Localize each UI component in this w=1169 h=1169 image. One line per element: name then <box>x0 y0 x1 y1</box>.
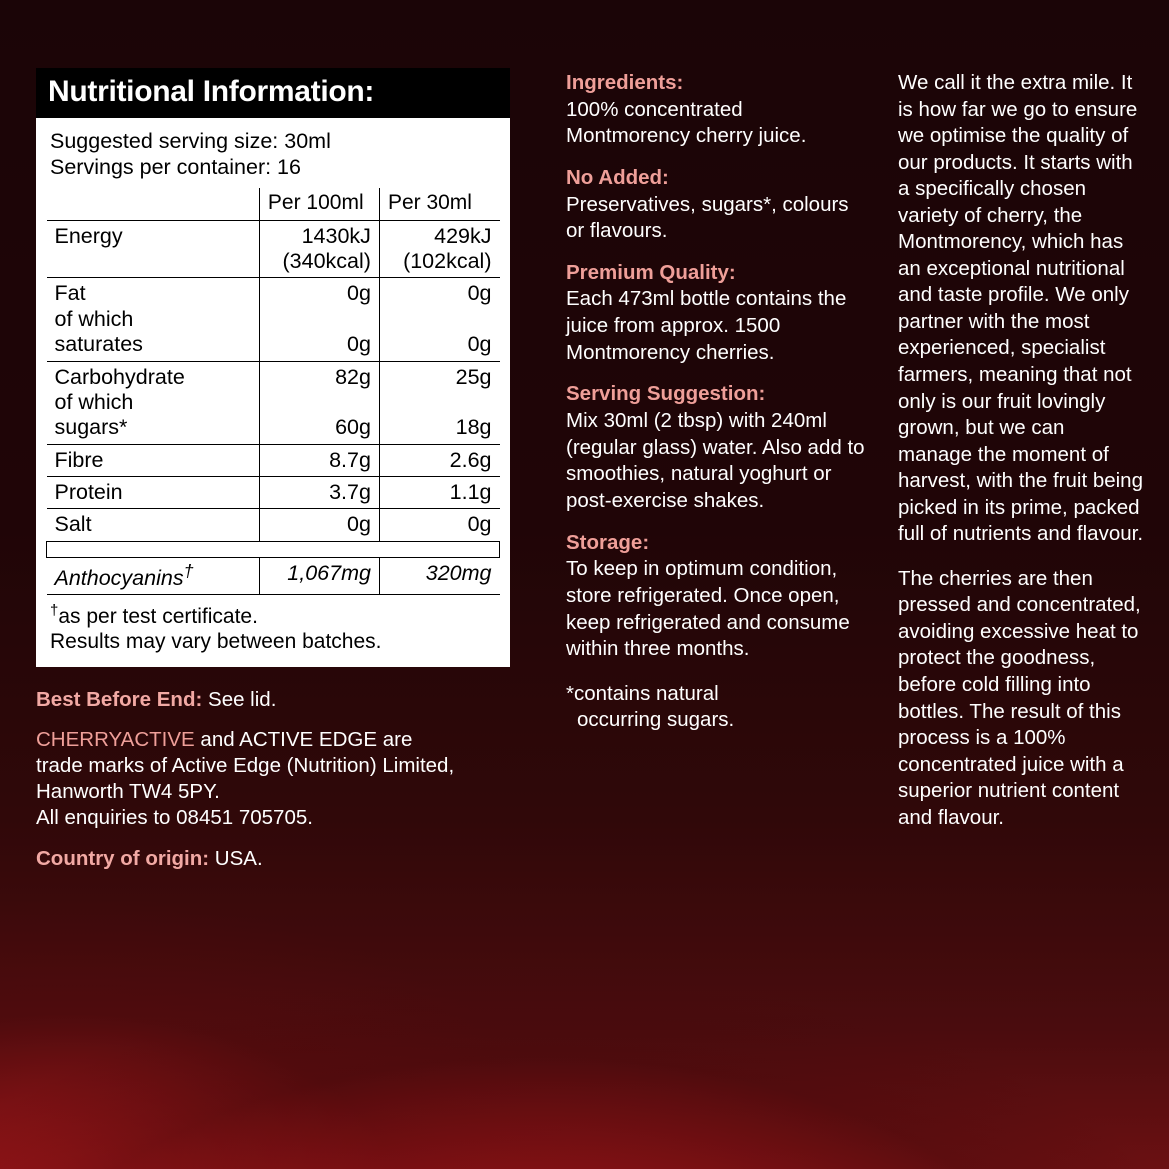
row-label-anthocyanins <box>47 557 260 595</box>
serving-suggestion-body: Mix 30ml (2 tbsp) with 240ml (regular glass) water. Also add to smoothies, natural yoghurt or post-exercise shakes. <box>566 409 865 512</box>
footnote-line-1 <box>50 602 496 629</box>
trademark-rest: and ACTIVE EDGE are <box>194 727 413 751</box>
serving-suggestion-block <box>566 381 866 514</box>
header-blank <box>47 188 260 220</box>
carb-per-30ml-value: 25g <box>455 364 492 389</box>
table-row <box>47 509 500 541</box>
table-header-row <box>47 188 500 220</box>
fat-ofwhich-label: of which <box>54 306 134 331</box>
left-column <box>36 40 534 1149</box>
carb-per-100ml-value: 82g <box>335 364 371 389</box>
row-label-protein: Protein <box>47 476 260 508</box>
serving-size: Suggested serving size: 30ml <box>50 128 331 153</box>
fat-per-100ml <box>259 278 379 361</box>
fat-per-100ml-value: 0g <box>347 281 371 306</box>
carb-ofwhich-label: of which <box>54 389 134 414</box>
anthocyanins-per-30ml: 320mg <box>379 557 499 595</box>
sugars-per-100ml-value: 60g <box>335 415 371 440</box>
nutrition-title: Nutritional Information: <box>36 68 510 118</box>
ingredients-heading: Ingredients: <box>566 71 684 94</box>
header-per-100ml: Per 100ml <box>259 188 379 220</box>
fibre-per-100ml: 8.7g <box>259 444 379 476</box>
no-added-block <box>566 165 866 245</box>
fat-per-30ml-value: 0g <box>467 281 492 306</box>
sugar-note-line-1: *contains natural <box>566 681 719 705</box>
table-row <box>47 278 500 361</box>
serving-info <box>46 126 500 188</box>
footnote-text-1: as per test certificate. <box>58 605 258 629</box>
best-before-label: Best Before End: <box>36 687 203 711</box>
ingredients-block <box>566 70 866 150</box>
best-before-value: See lid. <box>208 687 277 711</box>
right-column <box>866 40 1143 1149</box>
anthocyanins-per-100ml: 1,067mg <box>259 557 379 595</box>
energy-per-100ml-kj: 1430kJ <box>301 223 371 248</box>
energy-per-30ml <box>379 220 499 278</box>
protein-per-100ml: 3.7g <box>259 476 379 508</box>
table-row-anthocyanins <box>47 557 500 595</box>
row-label-energy: Energy <box>47 220 260 278</box>
no-added-body: Preservatives, sugars*, colours or flavours. <box>566 192 849 243</box>
table-row <box>47 444 500 476</box>
premium-quality-heading: Premium Quality: <box>566 260 736 284</box>
nutrition-panel <box>36 68 510 667</box>
origin-line <box>36 846 534 872</box>
no-added-heading: No Added: <box>566 165 669 189</box>
carbohydrate-label: Carbohydrate <box>54 364 185 389</box>
footnote-dagger: † <box>50 602 59 620</box>
footnote-line-2: Results may vary between batches. <box>50 630 382 654</box>
sugar-note-line-2: occurring sugars. <box>577 708 735 732</box>
nutrition-footnote <box>46 595 500 656</box>
trademark-block <box>36 727 534 832</box>
anthocyanins-label: Anthocyanins <box>54 565 184 590</box>
serving-suggestion-heading: Serving Suggestion: <box>566 382 766 406</box>
energy-per-100ml <box>259 220 379 278</box>
table-row <box>47 220 500 278</box>
premium-quality-body: Each 473ml bottle contains the juice from approx. 1500 Montmorency cherries. <box>566 287 847 364</box>
trademark-line-3: Hanworth TW4 5PY. <box>36 780 220 804</box>
story-paragraph-2: The cherries are then pressed and concentrated, avoiding excessive heat to protect the goodness, before cold filling into bottles. The result of this process is a 100% concentrated juice with a superior nutrient content and flavour. <box>898 566 1141 829</box>
carbohydrate-per-100ml <box>259 361 379 444</box>
fibre-per-30ml: 2.6g <box>379 444 499 476</box>
fat-label: Fat <box>54 281 86 306</box>
anthocyanins-dagger: † <box>183 560 194 581</box>
fat-per-30ml <box>379 278 499 361</box>
trademark-line-2: trade marks of Active Edge (Nutrition) Limited, <box>36 754 455 778</box>
saturates-per-30ml-value: 0g <box>467 332 492 357</box>
storage-block <box>566 530 866 663</box>
carbohydrate-per-30ml <box>379 361 499 444</box>
legal-block <box>36 687 534 872</box>
energy-per-100ml-kcal: (340kcal) <box>282 249 371 274</box>
story-paragraph-1: We call it the extra mile. It is how far we go to ensure we optimise the quality of our products. It starts with a specifically chosen variety of cherry, the Montmorency, which has an exceptional nutritional and taste profile. We only partner with the most experienced, specialist farmers, meaning that not only is our fruit lovingly grown, but we can manage the moment of harvest, with the fruit being picked in its prime, packed full of nutrients and flavour. <box>898 71 1144 546</box>
middle-column <box>534 40 866 1149</box>
storage-body: To keep in optimum condition, store refrigerated. Once open, keep refrigerated and consume within three months. <box>566 557 850 661</box>
saturates-label: saturates <box>54 332 143 357</box>
sugars-per-30ml-value: 18g <box>455 415 492 440</box>
sugar-note-block <box>566 681 866 734</box>
protein-per-30ml: 1.1g <box>379 476 499 508</box>
storage-heading: Storage: <box>566 530 650 554</box>
table-spacer <box>47 541 500 557</box>
saturates-per-100ml-value: 0g <box>347 332 371 357</box>
premium-quality-block <box>566 260 866 367</box>
nutrition-table <box>46 188 500 595</box>
row-label-carbohydrate <box>47 361 260 444</box>
enquiries-line: All enquiries to 08451 705705. <box>36 806 313 830</box>
salt-per-30ml: 0g <box>379 509 499 541</box>
table-row <box>47 361 500 444</box>
row-label-fat <box>47 278 260 361</box>
sugars-label: sugars* <box>54 415 128 440</box>
energy-per-30ml-kj: 429kJ <box>434 223 492 248</box>
brand-name: CHERRYACTIVE <box>36 727 195 751</box>
best-before-line <box>36 687 534 713</box>
origin-value: USA. <box>214 846 263 870</box>
origin-label: Country of origin: <box>36 846 210 870</box>
header-per-30ml: Per 30ml <box>379 188 499 220</box>
ingredients-body: 100% concentrated Montmorency cherry juice. <box>566 97 807 148</box>
row-label-salt: Salt <box>47 509 260 541</box>
row-label-fibre: Fibre <box>47 444 260 476</box>
table-row <box>47 476 500 508</box>
servings-per-container: Servings per container: 16 <box>50 154 301 179</box>
energy-per-30ml-kcal: (102kcal) <box>403 249 492 274</box>
salt-per-100ml: 0g <box>259 509 379 541</box>
